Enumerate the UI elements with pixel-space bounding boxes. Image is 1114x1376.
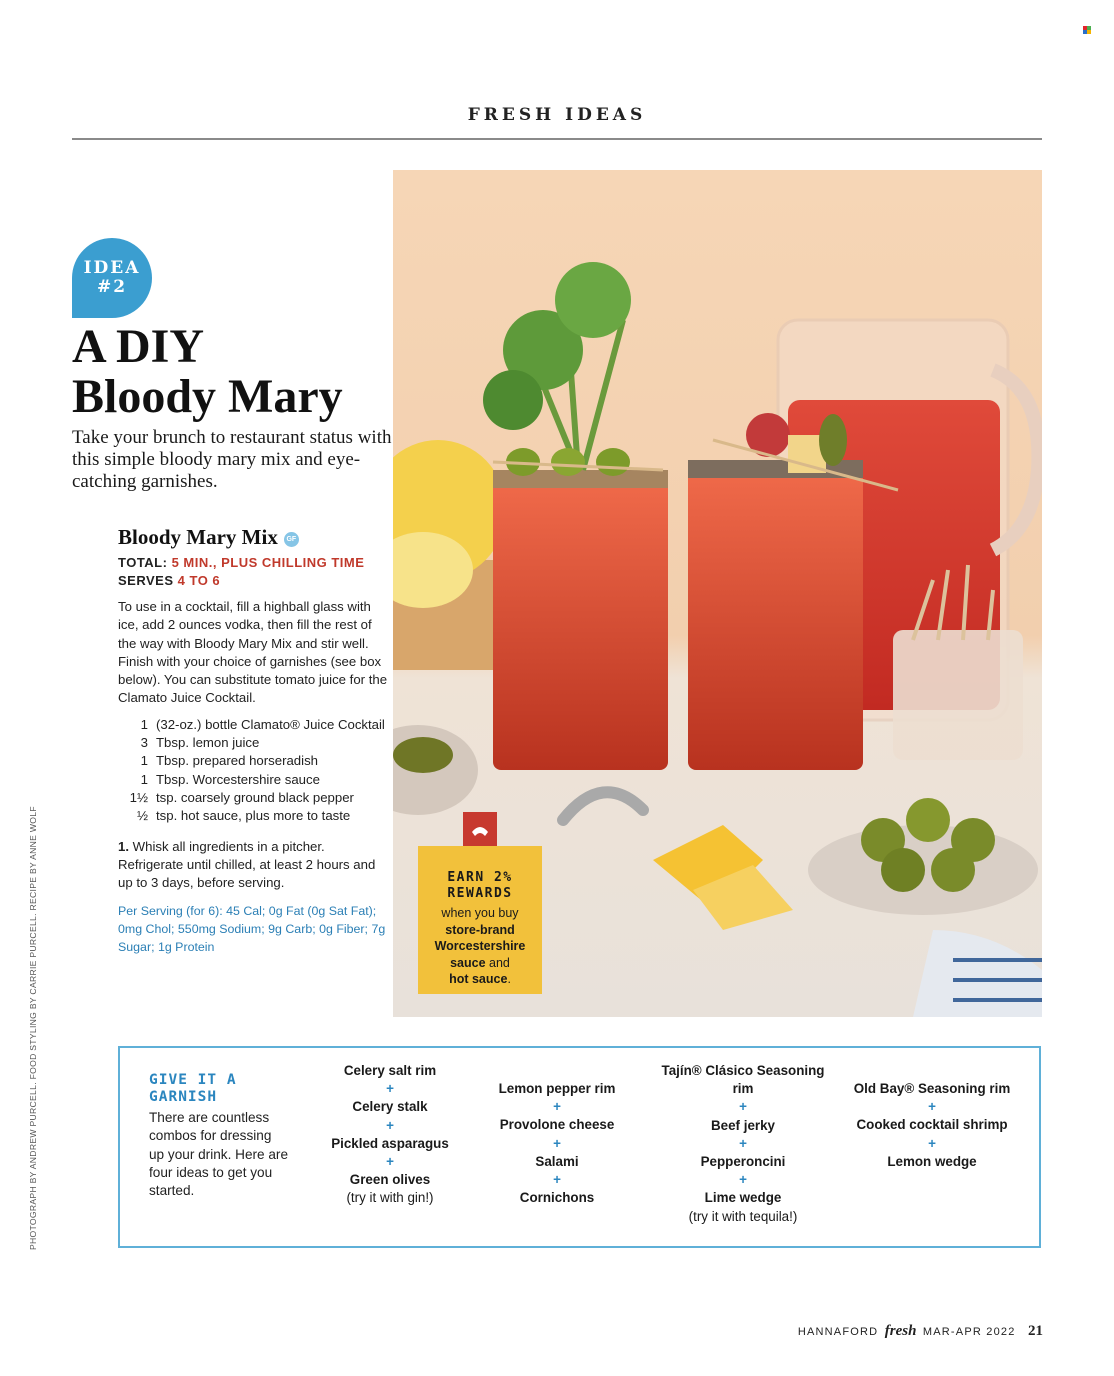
total-time-value: 5 MIN., PLUS CHILLING TIME bbox=[171, 555, 365, 570]
garnish-item: Provolone cheese bbox=[499, 1117, 615, 1133]
garnish-item: Celery salt rim bbox=[343, 1063, 437, 1078]
section-header: FRESH IDEAS bbox=[467, 105, 647, 125]
recipe-block bbox=[118, 525, 388, 956]
nutrition-info: Per Serving (for 6): 45 Cal; 0g Fat (0g Sat Fat); 0mg Chol; 550mg Sodium; 9g Carb; 0g Fiber; 7g Sugar; 1g Protein bbox=[118, 904, 386, 955]
garnish-intro: There are countless combos for dressing up your drink. Here are four ideas to get you started. bbox=[149, 1110, 289, 1199]
article-title-line1: A DIY bbox=[72, 320, 205, 373]
ingredient-amount: 1 bbox=[140, 716, 148, 732]
garnish-item: Beef jerky bbox=[710, 1117, 776, 1133]
rewards-body-3: Worcestershire bbox=[434, 939, 526, 953]
garnish-item: Celery stalk bbox=[352, 1099, 428, 1115]
rewards-body bbox=[418, 905, 542, 988]
article-title bbox=[72, 322, 392, 422]
plus-icon: + bbox=[553, 1172, 561, 1188]
page-footer bbox=[0, 1322, 1043, 1340]
ingredient-amount: 1 bbox=[140, 771, 148, 787]
rewards-body-5: and bbox=[489, 955, 510, 970]
garnish-note: (try it with gin!) bbox=[346, 1190, 434, 1206]
plus-icon: + bbox=[928, 1099, 936, 1115]
page-number: 21 bbox=[1028, 1323, 1043, 1339]
ingredient-text: Tbsp. prepared horseradish bbox=[156, 753, 319, 769]
garnish-title: GIVE IT A GARNISH bbox=[149, 1072, 237, 1105]
idea-badge-line2: #2 bbox=[96, 277, 128, 297]
recipe-title-row bbox=[118, 525, 388, 550]
header-divider bbox=[72, 138, 1042, 140]
garnish-item: Salami bbox=[535, 1153, 579, 1169]
garnish-item: Green olives bbox=[349, 1172, 431, 1188]
ingredient-row bbox=[118, 789, 385, 807]
garnish-item: Tajín® Clásico Seasoning rim bbox=[661, 1063, 825, 1097]
garnish-item: Cooked cocktail shrimp bbox=[856, 1117, 1008, 1133]
rewards-text bbox=[418, 870, 542, 988]
footer-issue: MAR-APR 2022 bbox=[922, 1326, 1016, 1338]
idea-badge bbox=[72, 238, 152, 318]
garnish-item: Pickled asparagus bbox=[331, 1135, 449, 1151]
ingredient-list bbox=[118, 716, 385, 826]
ingredient-row bbox=[118, 734, 385, 752]
rewards-body-4: sauce bbox=[450, 955, 486, 970]
plus-icon: + bbox=[386, 1154, 394, 1170]
garnish-combo bbox=[842, 1080, 1022, 1171]
plus-icon: + bbox=[386, 1081, 394, 1097]
plus-icon: + bbox=[739, 1099, 747, 1115]
step-number: 1. bbox=[118, 838, 129, 854]
rewards-body-2: store-brand bbox=[445, 922, 515, 937]
garnish-combo bbox=[300, 1062, 480, 1208]
article-intro: Take your brunch to restaurant status with this simple bloody mary mix and eye-catching garnishes. bbox=[72, 427, 392, 492]
plus-icon: + bbox=[553, 1099, 561, 1115]
garnish-note: (try it with tequila!) bbox=[688, 1208, 798, 1224]
ingredient-amount: ½ bbox=[137, 808, 148, 824]
garnish-item: Lemon wedge bbox=[887, 1153, 977, 1169]
ingredient-amount: 1½ bbox=[129, 789, 148, 805]
ingredient-amount: 3 bbox=[140, 735, 148, 751]
ingredient-text: (32-oz.) bottle Clamato® Juice Cocktail bbox=[156, 716, 385, 732]
recipe-step bbox=[118, 838, 388, 893]
serves-value: 4 TO 6 bbox=[177, 573, 221, 588]
footer-brand: HANNAFORD bbox=[797, 1326, 879, 1338]
ingredient-row bbox=[118, 716, 385, 734]
recipe-timing bbox=[118, 554, 388, 590]
ingredient-text: tsp. coarsely ground black pepper bbox=[156, 789, 354, 805]
article-title-line2: Bloody Mary bbox=[72, 370, 343, 423]
gluten-free-badge: GF bbox=[284, 532, 299, 547]
rewards-body-6: hot sauce bbox=[449, 972, 508, 986]
ingredient-text: tsp. hot sauce, plus more to taste bbox=[156, 808, 351, 824]
garnish-item: Old Bay® Seasoning rim bbox=[853, 1081, 1011, 1096]
recipe-title: Bloody Mary Mix bbox=[118, 525, 278, 549]
serves-label: SERVES bbox=[118, 573, 174, 588]
rewards-headline bbox=[418, 870, 542, 902]
ingredient-text: Tbsp. Worcestershire sauce bbox=[156, 771, 320, 787]
rewards-body-1: when you buy bbox=[441, 906, 519, 920]
garnish-item: Cornichons bbox=[519, 1190, 595, 1206]
ingredient-row bbox=[118, 752, 385, 770]
rewards-headline-1: EARN 2% bbox=[447, 870, 513, 885]
rewards-body-7: . bbox=[507, 972, 511, 986]
ingredient-row bbox=[118, 771, 385, 789]
plus-icon: + bbox=[386, 1117, 394, 1133]
plus-icon: + bbox=[928, 1135, 936, 1151]
photo-credit: PHOTOGRAPH BY ANDREW PURCELL. FOOD STYLING BY CARRIE PURCELL. RECIPE BY ANNE WOLF bbox=[28, 806, 38, 1250]
garnish-item: Lemon pepper rim bbox=[498, 1081, 616, 1096]
garnish-item: Pepperoncini bbox=[700, 1154, 786, 1170]
footer-magazine: fresh bbox=[884, 1323, 917, 1339]
garnish-item: Lime wedge bbox=[704, 1190, 782, 1206]
garnish-combo bbox=[467, 1080, 647, 1207]
plus-icon: + bbox=[553, 1135, 561, 1151]
ingredient-row bbox=[118, 807, 385, 825]
idea-badge-line1: IDEA bbox=[83, 258, 141, 278]
rewards-headline-2: REWARDS bbox=[447, 886, 513, 901]
recipe-method: To use in a cocktail, fill a highball glass with ice, add 2 ounces vodka, then fill the rest of the way with Bloody Mary Mix and stir well. Finish with your choice of garnishes (see box below). You can substitute tomato juice for the Clamato Juice Cocktail. bbox=[118, 599, 388, 706]
plus-icon: + bbox=[739, 1135, 747, 1151]
ingredient-amount: 1 bbox=[140, 753, 148, 769]
garnish-combo bbox=[653, 1062, 833, 1226]
corner-logo-mark bbox=[1083, 26, 1091, 34]
total-time-label: TOTAL: bbox=[118, 555, 168, 570]
plus-icon: + bbox=[739, 1172, 747, 1188]
step-text: Whisk all ingredients in a pitcher. Refrigerate until chilled, at least 2 hours and up to 3 days, before serving. bbox=[118, 838, 376, 891]
ingredient-text: Tbsp. lemon juice bbox=[156, 735, 260, 751]
